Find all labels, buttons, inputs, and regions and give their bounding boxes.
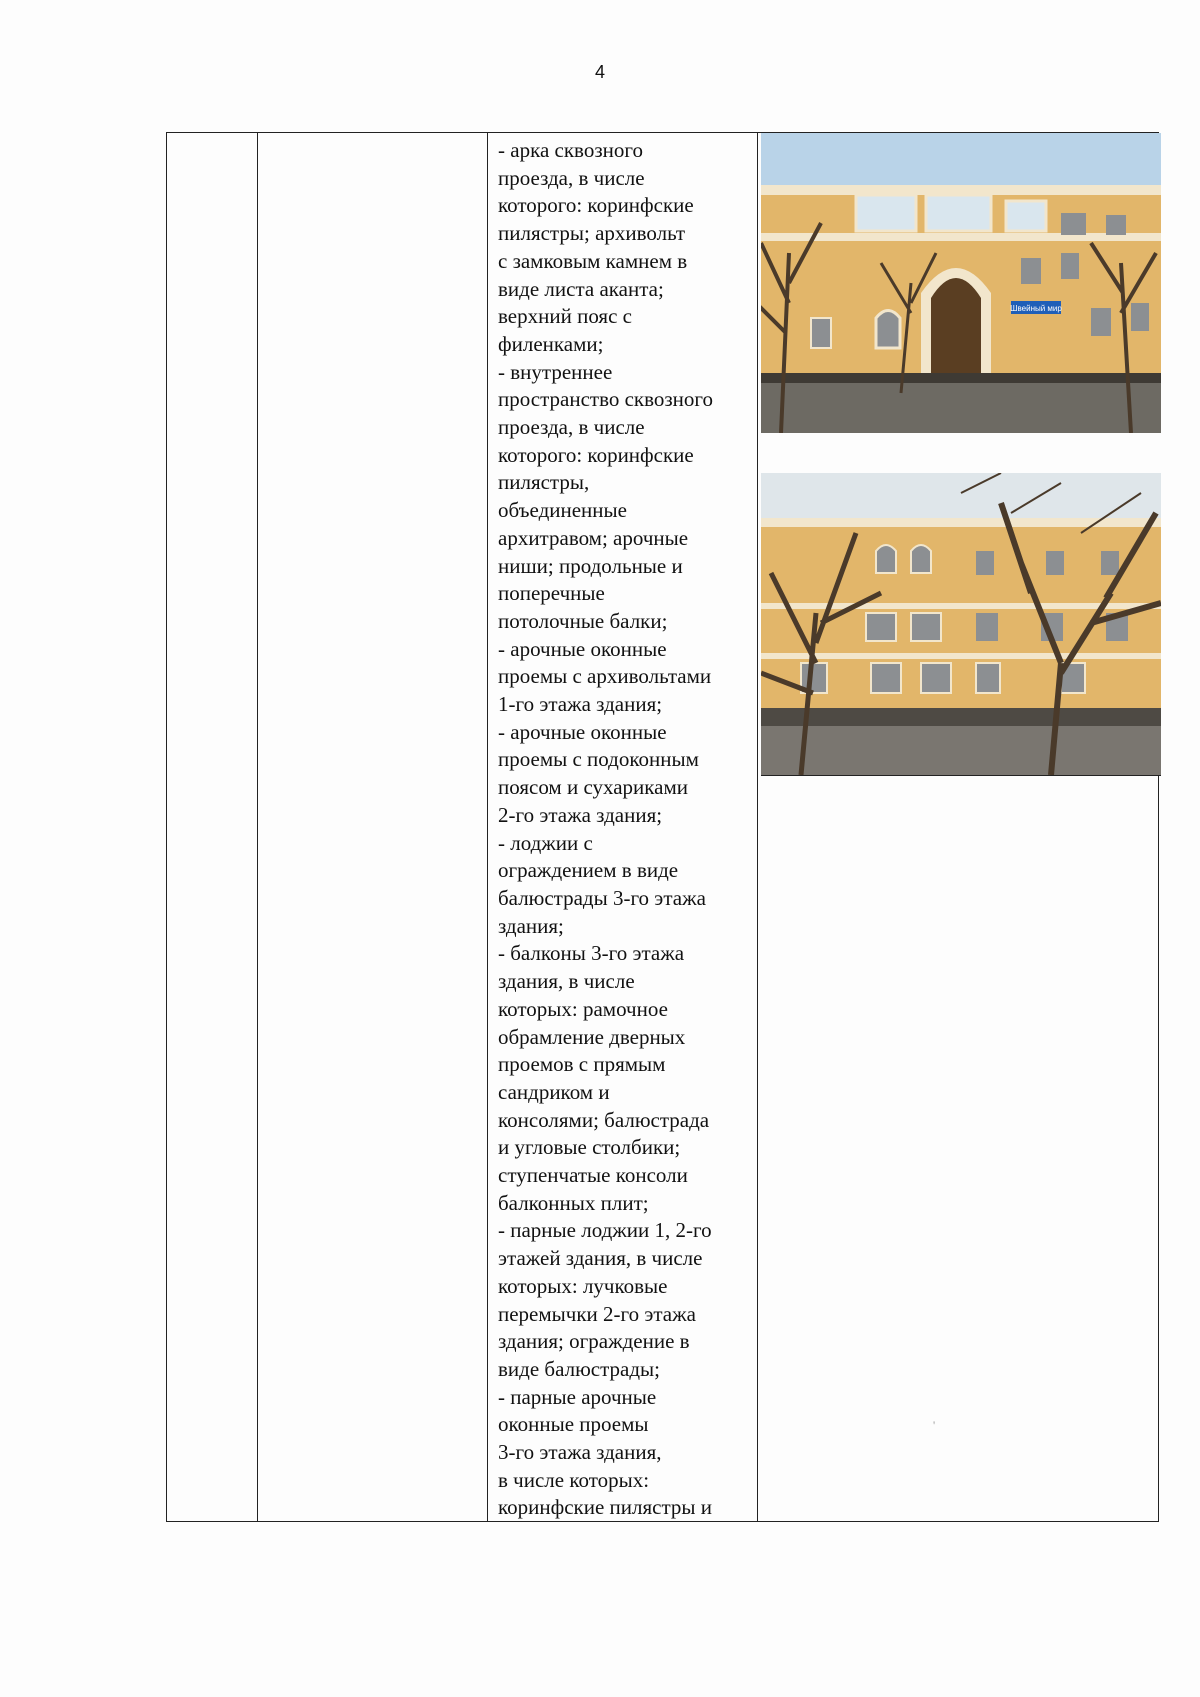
photo-gap (761, 433, 1161, 473)
page-number: 4 (594, 62, 605, 82)
description-line: 3-го этажа здания, (498, 1440, 662, 1465)
description-line: виде балюстрады; (498, 1356, 660, 1381)
description-line: сандриком и (498, 1079, 610, 1104)
description-line: - парные арочные (498, 1384, 657, 1409)
description-line: - лоджии с (498, 830, 593, 855)
description-line: консолями; балюстрада (498, 1107, 710, 1132)
description-line: виде листа аканта; (498, 276, 664, 301)
description-line: проезда, в числе (498, 165, 645, 190)
description-line: - внутреннее (498, 359, 613, 384)
description-line: - арочные оконные (498, 636, 667, 661)
description-line: поясом и сухариками (498, 775, 689, 800)
description-line: - балконы 3-го этажа (498, 941, 685, 966)
monument-elements-table (166, 132, 1159, 1522)
description-line: перемычки 2-го этажа (498, 1301, 696, 1326)
column-divider-2 (487, 133, 488, 1521)
description-line: пилястры; архивольт (498, 221, 686, 246)
building-facade-photo (761, 473, 1161, 776)
scan-artifact: ' (933, 1418, 936, 1432)
description-line: архитравом; арочные (498, 525, 689, 550)
description-line: здания; (498, 913, 564, 938)
shop-sign-text: Швейный мир (1010, 304, 1062, 313)
description-line: коринфские пилястры и (498, 1495, 713, 1520)
description-line: - арка сквозного (498, 138, 643, 162)
description-line: которого: коринфские (498, 442, 694, 467)
description-line: проемы с подоконным (498, 747, 699, 772)
description-line: ниши; продольные и (498, 553, 683, 578)
description-line: ступенчатые консоли (498, 1163, 688, 1188)
description-line: 1-го этажа здания; (498, 692, 663, 717)
description-line: пилястры, (498, 470, 590, 495)
building-arch-photo (761, 133, 1161, 433)
description-line: балконных плит; (498, 1190, 649, 1215)
description-line: пространство сквозного (498, 387, 714, 412)
description-line: ограждением в виде (498, 858, 679, 883)
description-line: этажей здания, в числе (498, 1246, 703, 1271)
description-line: филенками; (498, 331, 604, 356)
description-line: верхний пояс с (498, 304, 632, 329)
description-line: с замковым камнем в (498, 248, 688, 273)
description-line: которых: рамочное (498, 996, 668, 1021)
description-line: здания; ограждение в (498, 1329, 690, 1354)
description-line: балюстрады 3-го этажа (498, 885, 706, 910)
description-line: в числе которых: (498, 1467, 650, 1492)
column-divider-3 (757, 133, 758, 1521)
description-line: потолочные балки; (498, 608, 668, 633)
column-divider-1 (257, 133, 258, 1521)
description-line: и угловые столбики; (498, 1135, 681, 1160)
description-line: которых: лучковые (498, 1273, 668, 1298)
protected-elements-description (498, 137, 753, 1522)
description-line: - парные лоджии 1, 2-го (498, 1218, 712, 1243)
description-line: проемов с прямым (498, 1052, 666, 1077)
description-line: поперечные (498, 581, 605, 606)
description-line: оконные проемы (498, 1412, 649, 1437)
description-line: проезда, в числе (498, 415, 645, 440)
description-line: объединенные (498, 498, 627, 523)
description-line: которого: коринфские (498, 193, 694, 218)
description-line: здания, в числе (498, 969, 635, 994)
description-line: проемы с архивольтами (498, 664, 712, 689)
description-line: обрамление дверных (498, 1024, 686, 1049)
description-line: - арочные оконные (498, 719, 667, 744)
description-line: 2-го этажа здания; (498, 802, 663, 827)
